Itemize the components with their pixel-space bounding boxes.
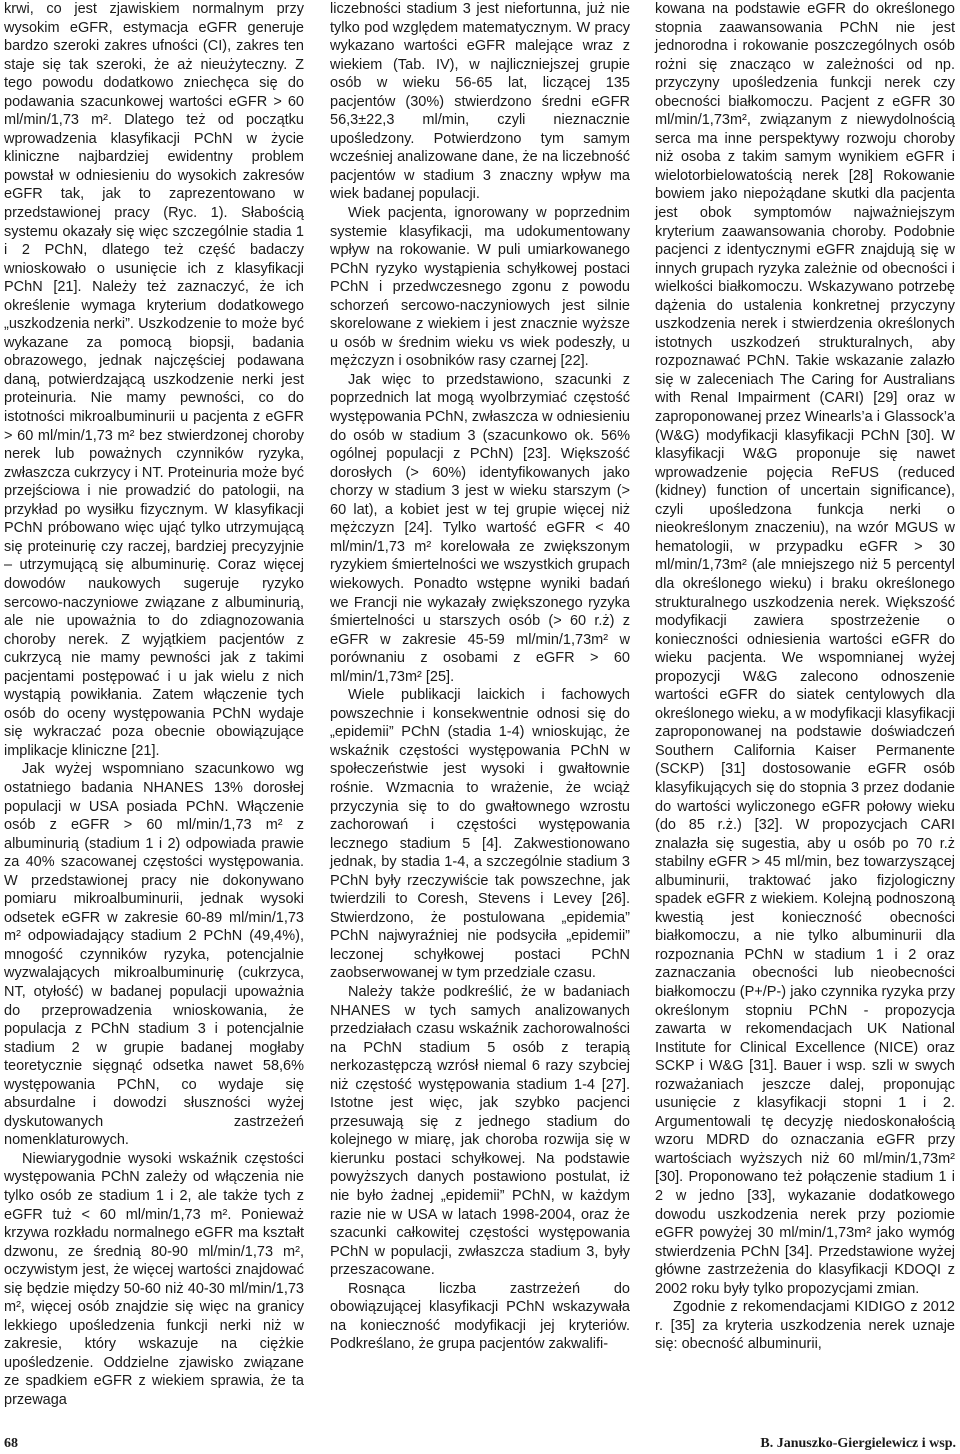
running-authors: B. Januszko-Giergielewicz i wsp. xyxy=(760,1436,956,1451)
paragraph: Wiele publikacji laickich i fachowych powszechnie i konsekwentnie odnosi się do „epidemii” PChN (stadia 1-4) wnioskując, że wskaźnik częstości występowania PChN w społeczeństwie jest wysoki i gwałtownie rośnie. Wzmacnia to wrażenie, że wciąż przyczynia się to do gwałtownego wzrostu zachorowań i częstości występowania lecznego stadium 5 [4]. Zakwestionowano jednak, by stadia 1-4, a szczególnie stadium 3 PChN były rzeczywiście tak powszechne, jak twierdzili to Coresh, Stevens i Levey [26]. Stwierdzono, że postulowana „epidemia” PChN najwyraźniej nie podsyciła „epidemii” leczonej schyłkowej postaci PChN zaobserwowanej w tym przedziale czasu. xyxy=(330,687,630,982)
paragraph: Niewiarygodnie wysoki wskaźnik częstości występowania PChN zależy od włączenia nie tylko osób ze stadium 1 i 2, ale także tych z eGFR tuż < 60 ml/min/1,73 m². Ponieważ krzywa rozkładu normalnego eGFR ma kształt dzwonu, ze średnią 80-90 ml/min/1,73 m², oczywistym jest, że więcej wartości znajdować się będzie między 50-60 niż 40-30 ml/min/1,73 m², więcej osób znajdzie się więc na granicy lekkiego upośledzenia funkcji nerki niż w zakresie, który wskazuje na ciężkie upośledzenie. Oddzielne zjawisko związane ze spadkiem eGFR z wiekiem sprawia, że ta przewaga xyxy=(4,1150,304,1409)
paragraph: krwi, co jest zjawiskiem normalnym przy wysokim eGFR, estymacja eGFR generuje bardzo szeroki zakres ufności (CI), zakres ten staje się tak szeroki, że aż nieużyteczny. Z tego powodu dodatkowo zniechęca się do podawania szacunkowej wartości eGFR > 60 ml/min/1,73 m². Dlatego też od początku wprowadzenia klasyfikacji PChN w życie kliniczne najbardziej ewidentny problem powstał w odniesieniu do wysokich zakresów eGFR tak, jak to zaprezentowano w przedstawionej pracy (Ryc. 1). Słabością systemu okazały się więc szczególnie stadia 1 i 2 PChN, dlatego też część badaczy wnioskowało o usunięcie ich z klasyfikacji PChN [21]. Należy też zaznaczyć, że ich określenie wymaga kryterium dodatkowego „uszkodzenia nerki”. Uszkodzenie to może być wykazane za pomocą biopsji, badania obrazowego, jednak najczęściej podawana daną, potwierdzającą uszkodzenie nerki jest proteinuria. Nie mamy pewności, co do istotności mikroalbuminurii u pacjenta z eGFR > 60 ml/min/1,73 m² bez stwierdzonej choroby nerek lub poważnych czynników ryzyka, zwłaszcza cukrzycy i NT. Proteinuria może być przejściowa i nie prowadzić do patologii, na przykład po wysiłku fizycznym. W klasyfikacji PChN próbowano więc ująć tylko utrzymującą się proteinurię czy raczej, bardziej precyzyjnie – utrzymującą się albuminurię. Coraz więcej dowodów naukowych sugeruje ryzyko sercowo-naczyniowe związane z albuminurią, ale nie upoważnia to do zdiagnozowania choroby nerek. Z wyjątkiem pacjentów z cukrzycą nie mamy pewności jak z takimi pacjentami postępować i u jak wielu z nich wystąpią powikłania. Zatem włączenie tych osób do oceny występowania PChN wydaje się wykraczać poza obecnie obowiązujące implikacje kliniczne [21]. xyxy=(4,1,304,759)
paragraph: Jak wyżej wspomniano szacunkowo wg ostatniego badania NHANES 13% dorosłej populacji w USA posiada PChN. Włączenie osób z eGFR > 60 ml/min/1,73 m² z albuminurią (stadium 1 i 2) odpowiada prawie za 40% szacowanej częstości występowania. W przedstawionej pracy nie dokonywano pomiaru mikroalbuminurii, jednak wysoki odsetek eGFR w zakresie 60-89 ml/min/1,73 m² odpowiadający stadium 2 PChN (49,4%), mnogość czynników ryzyka, potencjalnie wyzwalających mikroalbuminurię (cukrzyca, NT, otyłość) w badanej populacji upoważnia do przeprowadzenia wnioskowania, że populacja z PChN stadium 3 i potencjalnie stadium 2 w grupie badanej mogłaby teoretycznie sięgnąć odsetka nawet 58,6% występowania PChN, co wydaje się absurdalne i dowodzi słuszności wyżej dyskutowanych zastrzeżeń nomenklaturowych. xyxy=(4,761,304,1149)
text-column-1 xyxy=(4,0,304,1410)
text-column-3 xyxy=(655,0,955,1354)
paragraph: Zgodnie z rekomendacjami KIDIGO z 2012 r. [35] za kryteria uszkodzenia nerek uznaje się: obecność albuminurii, xyxy=(655,1299,955,1353)
paragraph: Jak więc to przedstawiono, szacunki z poprzednich lat mogą wyolbrzymiać częstość występowania PChN, zwłaszcza w odniesieniu do osób w stadium 3 (szacunkowo ok. 56% ogólnej populacji z PChN) [23]. Większość dorosłych (> 60%) identyfikowanych jako chorzy w stadium 3 jest w wieku starszym (> 60 lat), a kobiet jest w tej grupie więcej niż mężczyzn [24]. Tylko wartość eGFR < 40 ml/min/1,73 m² korelowała ze zwiększonym ryzykiem śmiertelności we wszystkich grupach wiekowych. Ponadto wstępne wyniki badań we Francji nie wykazały zwiększonego ryzyka śmiertelności u starszych osób (> 60 r.ż) z eGFR w zakresie 45-59 ml/min/1,73m² w porównaniu z osobami z eGFR > 60 ml/min/1,73m² [25]. xyxy=(330,371,630,685)
paragraph: liczebności stadium 3 jest niefortunna, już nie tylko pod względem matematycznym. W pracy wykazano wartości eGFR malejące wraz z wiekiem (Tab. IV), w najliczniejszej grupie osób w wieku 56-65 lat, liczącej 135 pacjentów (30%) stwierdzono średni eGFR 56,3±22,3 ml/min, czyli nieznacznie upośledzony. Potwierdzono tym samym wcześniej analizowane dane, że na liczebność pacjentów w stadium 3 znaczny wpływ ma wiek badanej populacji. xyxy=(330,1,630,203)
paragraph: kowana na podstawie eGFR do określonego stopnia zaawansowania PChN nie jest jednorodna i rokowanie poszczególnych osób rożni się znacząco w zależności od np. przyczyny upośledzenia funkcji nerek czy obecności białkomoczu. Pacjent z eGFR 30 ml/min/1,73m², związanym z niewydolnością serca ma inne perspektywy rozwoju choroby niż osoba z takim samym wynikiem eGFR i wielotorbielowatością nerek [28] Rokowanie bowiem jako niepożądane skutki dla pacjenta jest obok symptomów najważniejszym kryterium zaawansowania choroby. Podobnie pacjenci z identycznymi eGFR znajdują się w innych grupach ryzyka zależnie od obecności i wielkości białkomoczu. Wskazywano potrzebę dążenia do ustalenia konkretnej przyczyny uszkodzenia nerek i stwierdzenia określonych istotnych uszkodzeń strukturalnych, aby rozpoznawać PChN. Takie wskazanie zalazło się w zaleceniach The Caring for Australians with Renal Impairment (CARI) [29] oraz w zaproponowanej przez Winearls’a i Glassock’a (W&G) modyfikacji klasyfikacji PChN [30]. W klasyfikacji W&G proponuje się nawet wprowadzenie pojęcia ReFUS (reduced (kidney) function of uncertain significance), czyli upośledzona funkcja nerki o nieokreślonym znaczeniu), na wzór MGUS w hematologii, w przypadku eGFR > 30 ml/min/1,73m² (ale mniejszego niż 5 percentyl dla określonego wieku) i braku określonego strukturalnego uszkodzenia nerek. Większość modyfikacji zawiera spostrzeżenie o konieczności odniesienia wartości eGFR do wieku pacjenta. We wspomnianej wyżej propozycji W&G zalecono odnoszenie wartości eGFR do siatek centylowych dla określonego wieku, a w modyfikacji klasyfikacji zaproponowanej na podstawie doświadczeń Southern California Kaiser Permanente (SCKP) [31] dostosowanie eGFR osób klasyfikujących się do stopnia 3 przez dodanie do wartości wyliczonego eGFR połowy wieku (do 85 r.ż.) [32]. W propozycjach CARI znalazła się sugestia, aby u osób po 70 r.ż stabilny eGFR > 45 ml/min, bez towarzyszącej albuminurii, traktować jako fizjologiczny spadek eGFR z wiekiem. Kolejną podnoszoną kwestią jest konieczność obecności białkomoczu, a nie tylko albuminurii dla rozpoznania PChN w stadium 1 i 2 oraz zaznaczania obecności lub nieobecności białkomoczu (P+/P-) jako czynnika ryzyka przy określonym stopniu PChN - propozycja zawarta w rekomendacjach UK National Institute for Clinical Excellence (NICE) oraz SCKP i W&G [31]. Bauer i wsp. szli w swych rozważaniach jeszcze dalej, proponując usunięcie z klasyfikacji stopni 1 i 2. Argumentowali tę decyzję niedoskonałością wzoru MDRD do oznaczania eGFR przy wartościach wyższych niż 60 ml/min/1,73m² [30]. Proponowano też połączenie stadium 1 i 2 w jedno [33], wykazanie dodatkowego dowodu uszkodzenia nerek przy poziomie eGFR powyżej 30 ml/min/1,73m² jako wymóg stwierdzenia PChN [34]. Przedstawione wyżej główne zastrzeżenia do klasyfikacji KDOQI z 2002 roku były tylko propozycjami zmian. xyxy=(655,1,955,1297)
paragraph: Wiek pacjenta, ignorowany w poprzednim systemie klasyfikacji, ma udokumentowany wpływ na rokowanie. W puli umiarkowanego PChN ryzyko wystąpienia schyłkowej postaci PChN i przedwczesnego zgonu z powodu schorzeń sercowo-naczyniowych jest silnie skorelowane z wiekiem i jest znacznie wyższe u osób w średnim wieku vs wiek podeszły, u mężczyzn i osobników rasy czarnej [22]. xyxy=(330,205,630,370)
paragraph: Należy także podkreślić, że w badaniach NHANES w tych samych analizowanych przedziałach czasu wskaźnik zachorowalności na PChN stadium 5 osób z terapią nerkozastępczą wzrósł niemal 6 razy szybciej niż częstość występowania stadium 1-4 [27]. Istotne jest więc, jak szybko pacjenci przesuwają się z jednego stadium do kolejnego w miarę, jak choroba rozwija się w kierunku postaci schyłkowej. Na podstawie powyższych danych postawiono postulat, iż nie było żadnej „epidemii” PChN, w każdym razie nie w USA w latach 1998-2004, oraz że szacunki całkowitej częstości występowania PChN w populacji, zwłaszcza stadium 3, były przeszacowane. xyxy=(330,983,630,1279)
page-number: 68 xyxy=(4,1436,18,1451)
page-footer xyxy=(4,1436,956,1452)
text-column-2 xyxy=(330,0,630,1354)
paragraph: Rosnąca liczba zastrzeżeń do obowiązującej klasyfikacji PChN wskazywała na konieczność modyfikacji jej kryteriów. Podkreślano, że grupa pacjentów zakwalifi- xyxy=(330,1280,630,1353)
